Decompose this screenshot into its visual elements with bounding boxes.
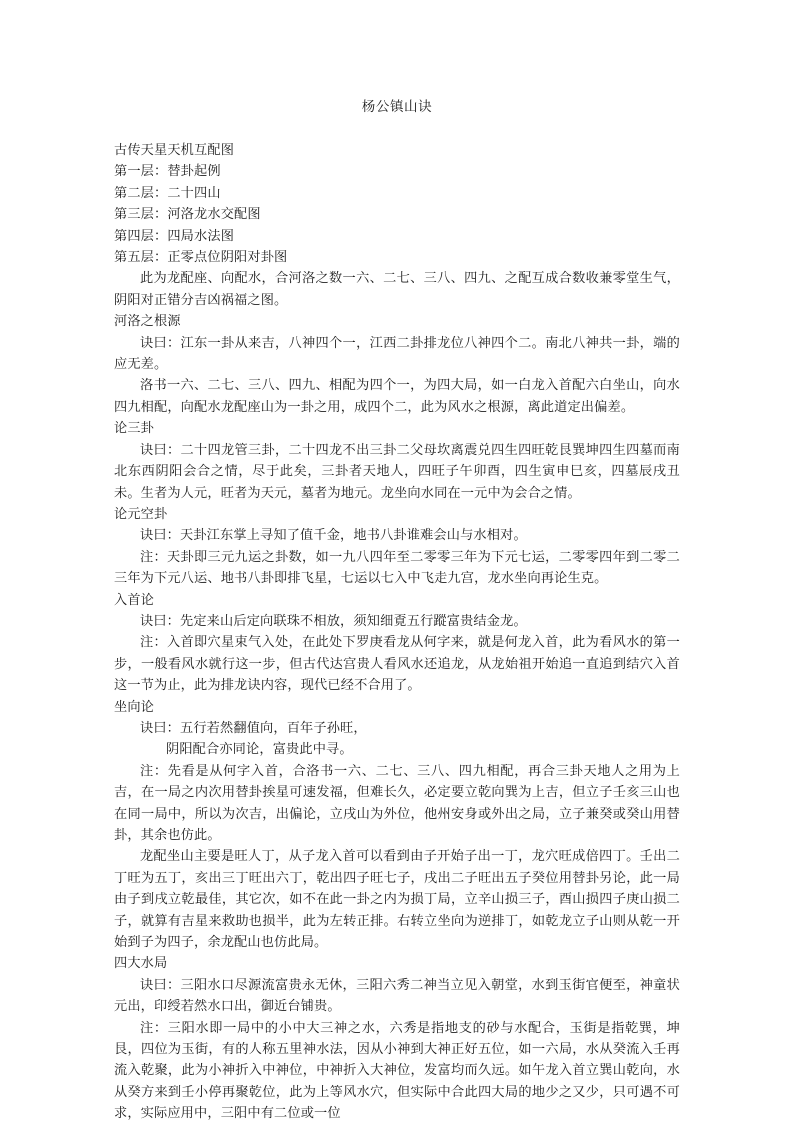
section-heading: 四大水局 [114,956,168,972]
paragraph: 洛书一六、二七、三八、四九、相配为四个一，为四大局，如一白龙入首配六白坐山，向水四九相配，向配水龙配座山为一卦之用，成四个二，此为风水之根源，离此道定出偏差。 [114,378,680,415]
paragraph: 诀曰：天卦江东掌上寻知了值千金，地书八卦谁难会山与水相对。 [140,528,527,544]
page-title: 杨公镇山诀 [361,99,433,115]
document-body [114,96,680,1122]
section-heading: 第一层：替卦起例 [114,164,221,180]
paragraph: 注：天卦即三元九运之卦数，如一九八四年至二零零三年为下元七运，二零零四年到二零二三年为下元八运、地书八卦即排飞星，七运以七入中飞走九宫，龙水坐向再论生克。 [114,549,680,587]
paragraph: 注：先看是从何字入首，合洛书一六、二七、三八、四九相配，再合三卦天地人之用为上吉，在一局之内次用替卦挨星可速发福，但难长久，必定要立乾向巽为上吉，但立子壬亥三山也在同一局中，所以为次吉，出偏论，立戌山为外位，他州安身或外出之局，立子兼癸或癸山用替卦，其余也仿此。 [114,763,680,843]
paragraph: 注：入首即穴星束气入处，在此处下罗庚看龙从何字来，就是何龙入首，此为看风水的第一步，一般看风水就行这一步，但古代达宫贵人看风水还追龙，从龙始祖开始追一直追到结穴入首这一节为止，此为排龙诀内容，现代已经不合用了。 [114,635,680,694]
section-heading: 第二层：二十四山 [114,185,221,201]
paragraph: 诀曰：五行若然翻值向，百年子孙旺， [140,720,367,736]
section-heading: 坐向论 [114,699,155,715]
paragraph: 阴阳配合亦同论，富贵此中寻。 [166,742,353,758]
section-heading: 论元空卦 [114,506,168,522]
paragraph: 注：三阳水即一局中的小中大三神之水，六秀是指地支的砂与水配合，玉街是指乾巽，坤艮，四位为玉街，有的人称五里神水法，因从小神到大神正好五位，如一六局，水从癸流入壬再流入乾聚，此为小神折入中神位，中神折入大神位，发富均而久远。如午龙入首立巽山乾向，水从癸方来到壬小停再聚乾位，此为上等风水穴，但实际中合此四大局的地少之又少，只可遇不可求，实际应用中，三阳中有二位或一位 [114,1020,680,1122]
section-heading: 论三卦 [114,421,155,437]
paragraph: 此为龙配座、向配水，合河洛之数一六、二七、三八、四九、之配互成合数收兼零堂生气，阴阳对正错分吉凶祸福之图。 [114,271,680,308]
section-heading: 第五层：正零点位阴阳对卦图 [114,250,288,266]
section-heading: 第三层：河洛龙水交配图 [114,207,261,223]
paragraph: 龙配坐山主要是旺人丁，从子龙入首可以看到由子开始子出一丁，龙穴旺成倍四丁。壬出二丁旺为五丁，亥出三丁旺出六丁，乾出四子旺七子，戌出二子旺出五子癸位用替卦另论，此一局由子到戌立乾最佳，其它次，如不在此一卦之内为损丁局，立辛山损三子，酉山损四子庚山损二子，就算有吉星来救助也损半，此为左转正排。右转立坐向为逆排丁，如乾龙立子山则从乾一开始到子为四子，余龙配山也仿此局。 [114,849,680,951]
section-heading: 古传天星天机互配图 [114,143,235,158]
section-heading: 第四层：四局水法图 [114,228,235,244]
section-heading: 入首论 [114,592,155,608]
paragraph: 诀曰：江东一卦从来吉，八神四个一，江西二卦排龙位八神四个二。南北八神共一卦，端的应无差。 [114,335,680,373]
paragraph: 诀曰：三阳水口尽源流富贵永无休，三阳六秀二神当立见入朝堂，水到玉街官便至，神童状元出，印绶若然水口出，御近台铺贵。 [114,977,680,1015]
document-block-list [114,140,680,1122]
paragraph: 诀曰：先定来山后定向联珠不相放，须知细覔五行蹤富贵结金龙。 [140,613,527,629]
section-heading: 河洛之根源 [114,314,181,330]
paragraph: 诀曰：二十四龙管三卦，二十四龙不出三卦二父母坎离震兑四生四旺乾艮巽坤四生四墓而南北东西阴阳会合之情，尽于此矣，三卦者天地人，四旺子午卯酉，四生寅申巳亥，四墓辰戌丑未。生者为人元，旺者为天元，墓者为地元。龙坐向水同在一元中为会合之情。 [114,442,680,501]
